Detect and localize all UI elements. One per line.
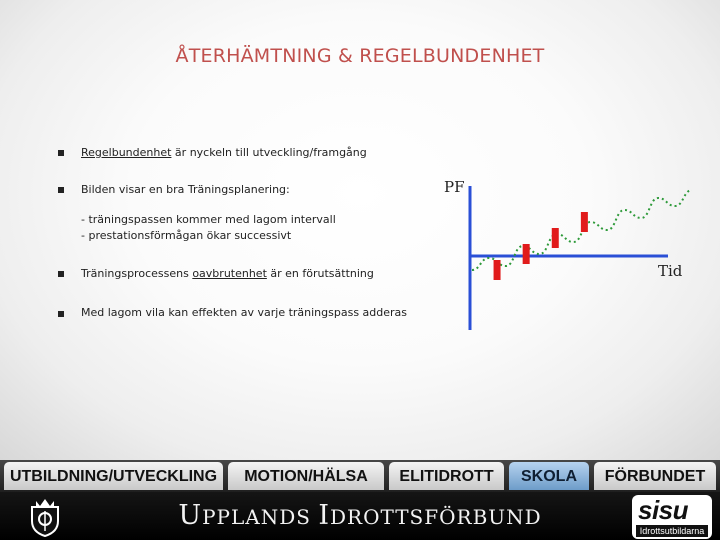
tab-forbundet[interactable]: FÖRBUNDET [594, 462, 716, 490]
sisu-logo-name: sisu [638, 495, 689, 525]
tab-skola[interactable]: SKOLA [509, 462, 589, 490]
bullet-marker [58, 271, 64, 277]
footer-title-i: I [318, 500, 330, 531]
chart-ylabel: PF [444, 178, 465, 196]
training-markers [494, 212, 588, 280]
chart-xlabel: Tid [658, 262, 683, 280]
bullet-marker [58, 150, 64, 156]
bullet-4-text: Med lagom vila kan effekten av varje träningspass adderas [81, 306, 408, 319]
crest-icon [28, 497, 62, 537]
bullet-2 [81, 183, 290, 196]
bullet-1-text: är nyckeln till utveckling/framgång [171, 146, 367, 159]
tab-utbildning[interactable]: UTBILDNING/UTVECKLING [4, 462, 223, 490]
bullet-1 [81, 146, 367, 159]
bullet-2-text: Bilden visar en bra Träningsplanering: [81, 183, 290, 196]
footer-title [0, 500, 720, 531]
tab-motion-halsa[interactable]: MOTION/HÄLSA [228, 462, 384, 490]
bullet-3-pre: Träningsprocessens [81, 267, 193, 280]
footer-title-1: PPLANDS [202, 505, 319, 529]
footer-title-2: DROTTSFÖRBUND [330, 505, 542, 529]
tab-elitidrott[interactable]: ELITIDROTT [389, 462, 504, 490]
footer-title-u: U [178, 500, 203, 531]
sisu-logo [632, 495, 712, 539]
training-chart [440, 172, 700, 337]
bullet-1-underlined: Regelbundenhet [81, 146, 172, 159]
bullet-marker [58, 311, 64, 317]
slide-title: ÅTERHÄMTNING & REGELBUNDENHET [175, 45, 545, 67]
training-session-marker [523, 244, 530, 264]
training-session-marker [581, 212, 588, 232]
sisu-logo-subtitle: Idrottsutbildarna [636, 525, 708, 537]
training-session-marker [552, 228, 559, 248]
training-session-marker [494, 260, 501, 280]
nav-bar [0, 460, 720, 492]
bullet-4 [81, 306, 407, 319]
bullet-3 [81, 267, 374, 280]
bullet-list [0, 0, 420, 460]
bullet-marker [58, 187, 64, 193]
bullet-3-text: är en förutsättning [266, 267, 374, 280]
bullet-3-underlined: oavbrutenhet [192, 267, 267, 280]
sub-line-2: - prestationsförmågan ökar successivt [81, 229, 292, 242]
footer [0, 492, 720, 540]
sub-line-1: - träningspassen kommer med lagom intervall [81, 213, 336, 226]
